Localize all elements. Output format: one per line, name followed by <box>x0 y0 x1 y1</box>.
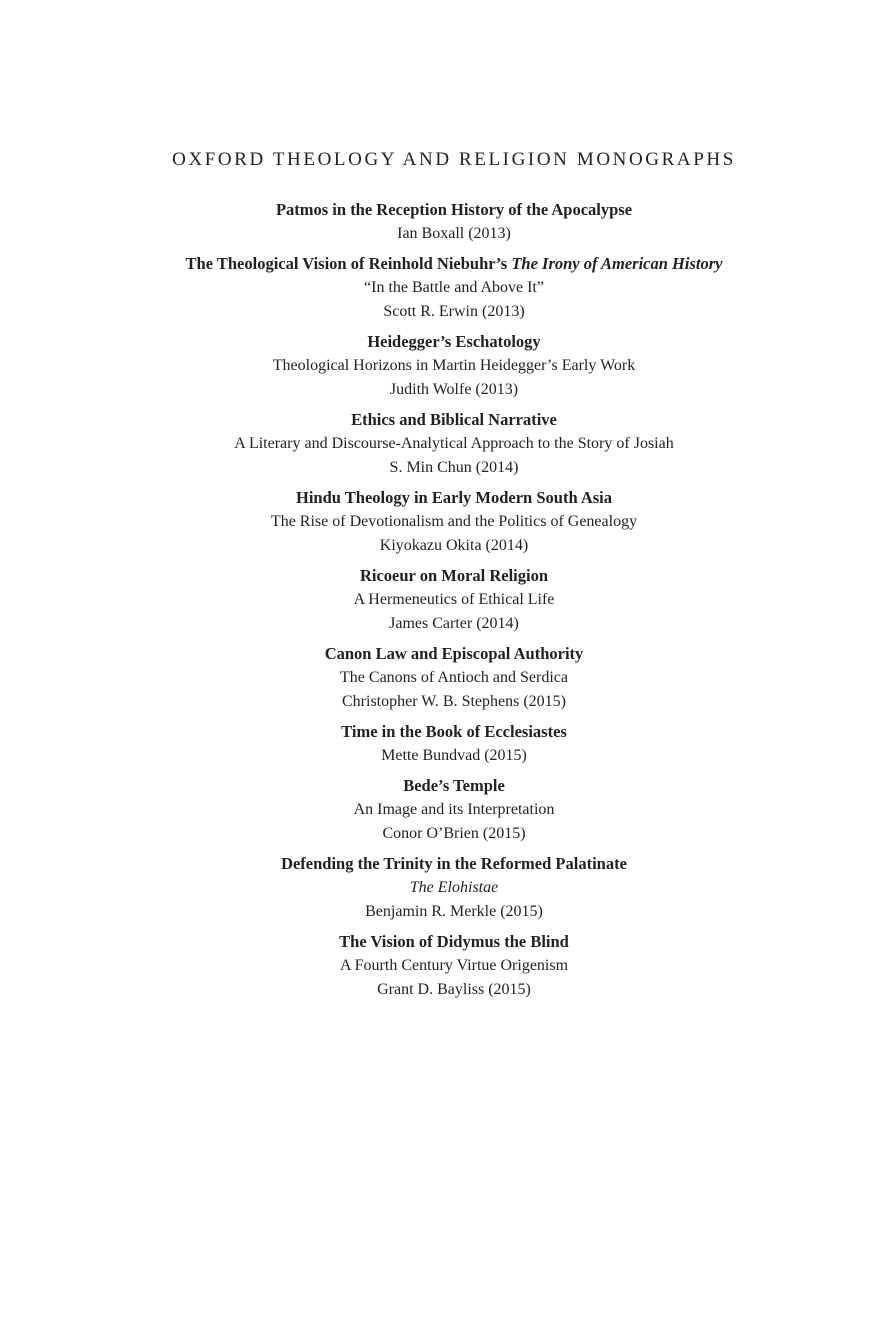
book-entry <box>0 198 884 246</box>
book-subtitle: A Fourth Century Virtue Origenism <box>339 957 569 974</box>
book-entry <box>0 774 884 846</box>
book-subtitle: An Image and its Interpretation <box>353 801 555 818</box>
book-subtitle: The Rise of Devotionalism and the Politics of Genealogy <box>270 513 638 530</box>
book-entry <box>0 852 884 924</box>
book-list <box>0 198 884 1008</box>
book-title-italic: The Irony of American History <box>511 254 723 273</box>
book-author: Judith Wolfe (2013) <box>389 381 519 398</box>
book-title: Canon Law and Episcopal Authority <box>324 644 584 663</box>
series-title: OXFORD THEOLOGY AND RELIGION MONOGRAPHS <box>172 149 736 170</box>
book-subtitle: “In the Battle and Above It” <box>364 279 544 296</box>
book-author: James Carter (2014) <box>389 615 519 632</box>
book-author: Scott R. Erwin (2013) <box>383 303 525 320</box>
book-subtitle: A Literary and Discourse-Analytical Approach to the Story of Josiah <box>234 435 674 452</box>
book-entry <box>0 564 884 636</box>
book-title: Defending the Trinity in the Reformed Palatinate <box>281 854 627 873</box>
book-subtitle: The Elohistae <box>409 879 499 896</box>
book-subtitle: A Hermeneutics of Ethical Life <box>353 591 555 608</box>
book-title: Ethics and Biblical Narrative <box>351 410 557 429</box>
book-title: Hindu Theology in Early Modern South Asia <box>295 488 613 507</box>
book-entry <box>0 720 884 768</box>
book-author: S. Min Chun (2014) <box>389 459 519 476</box>
book-subtitle: Theological Horizons in Martin Heidegger’s Early Work <box>272 357 636 374</box>
book-author: Grant D. Bayliss (2015) <box>377 981 531 998</box>
book-title: The Vision of Didymus the Blind <box>339 932 569 951</box>
book-title-prefix: The Theological Vision of Reinhold Niebuhr’s <box>185 254 512 273</box>
book-subtitle: The Canons of Antioch and Serdica <box>340 669 568 686</box>
book-title: Bede’s Temple <box>403 776 505 795</box>
book-author: Kiyokazu Okita (2014) <box>379 537 529 554</box>
book-entry <box>0 486 884 558</box>
book-author: Conor O’Brien (2015) <box>382 825 526 842</box>
book-title: Heidegger’s Eschatology <box>367 332 541 351</box>
book-title: Patmos in the Reception History of the Apocalypse <box>275 200 633 219</box>
book-author: Benjamin R. Merkle (2015) <box>365 903 543 920</box>
book-entry <box>0 252 884 324</box>
book-entry <box>0 930 884 1002</box>
book-author: Christopher W. B. Stephens (2015) <box>342 693 566 710</box>
book-author: Ian Boxall (2013) <box>397 225 511 242</box>
book-title <box>0 252 884 276</box>
book-title: Ricoeur on Moral Religion <box>359 566 549 585</box>
book-entry <box>0 642 884 714</box>
book-entry <box>0 408 884 480</box>
book-entry <box>0 330 884 402</box>
book-author: Mette Bundvad (2015) <box>381 747 527 764</box>
book-title: Time in the Book of Ecclesiastes <box>341 722 567 741</box>
